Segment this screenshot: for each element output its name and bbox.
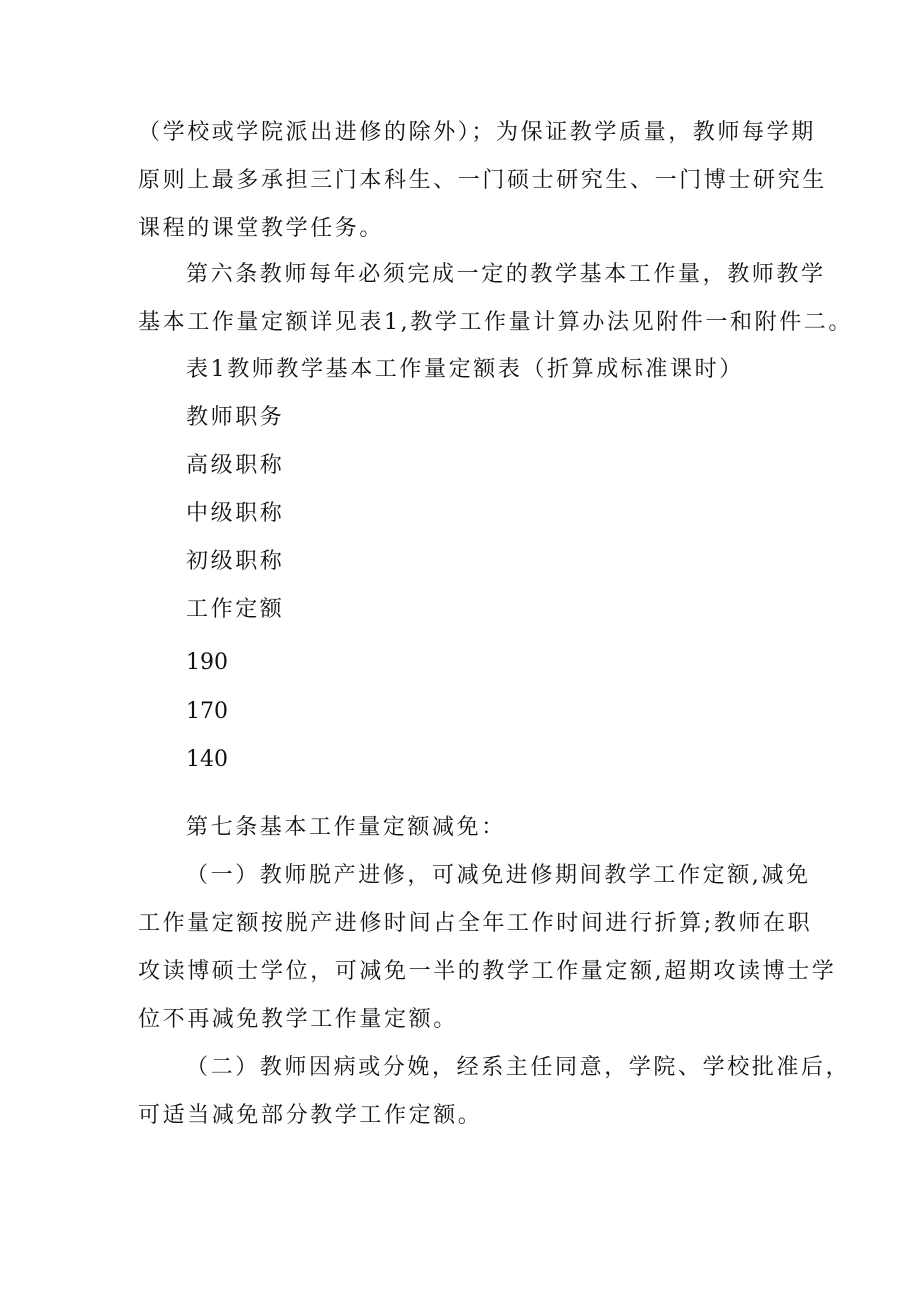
table-header-quota: 工作定额 (186, 597, 285, 622)
article-7-item-1-line-3: 攻读博硕士学位，可减免一半的教学工作量定额,超期攻读博士学 (138, 959, 837, 984)
table-quota-junior: 140 (186, 747, 228, 772)
table-quota-intermediate: 170 (186, 699, 228, 724)
article-7-item-1-line-1: （一）教师脱产进修，可减免进修期间教学工作定额,减免 (186, 863, 811, 888)
article-6-line-1: 第六条教师每年必须完成一定的教学基本工作量，教师教学 (186, 262, 826, 287)
table-position-senior: 高级职称 (186, 453, 285, 478)
article-7-item-1-line-2: 工作量定额按脱产进修时间占全年工作时间进行折算;教师在职 (138, 911, 813, 936)
table-caption: 表1教师教学基本工作量定额表（折算成标准课时） (186, 357, 744, 382)
article-7-heading: 第七条基本工作量定额减免： (186, 815, 506, 840)
paragraph-continuation-line-2: 原则上最多承担三门本科生、一门硕士研究生、一门博士研究生 (138, 168, 827, 193)
article-7-item-1-line-4: 位不再减免教学工作量定额。 (138, 1007, 458, 1032)
paragraph-continuation-line-3: 课程的课堂教学任务。 (138, 216, 385, 241)
table-position-junior: 初级职称 (186, 549, 285, 574)
table-header-position: 教师职务 (186, 405, 285, 430)
article-6-line-2: 基本工作量定额详见表1,教学工作量计算办法见附件一和附件二。 (138, 310, 853, 335)
paragraph-continuation-line-1: （学校或学院派出进修的除外）；为保证教学质量，教师每学期 (138, 120, 816, 145)
article-7-item-2-line-1: （二）教师因病或分娩，经系主任同意，学院、学校批准后， (186, 1055, 851, 1080)
table-position-intermediate: 中级职称 (186, 501, 285, 526)
table-quota-senior: 190 (186, 650, 228, 675)
article-7-item-2-line-2: 可适当减免部分教学工作定额。 (138, 1103, 483, 1128)
